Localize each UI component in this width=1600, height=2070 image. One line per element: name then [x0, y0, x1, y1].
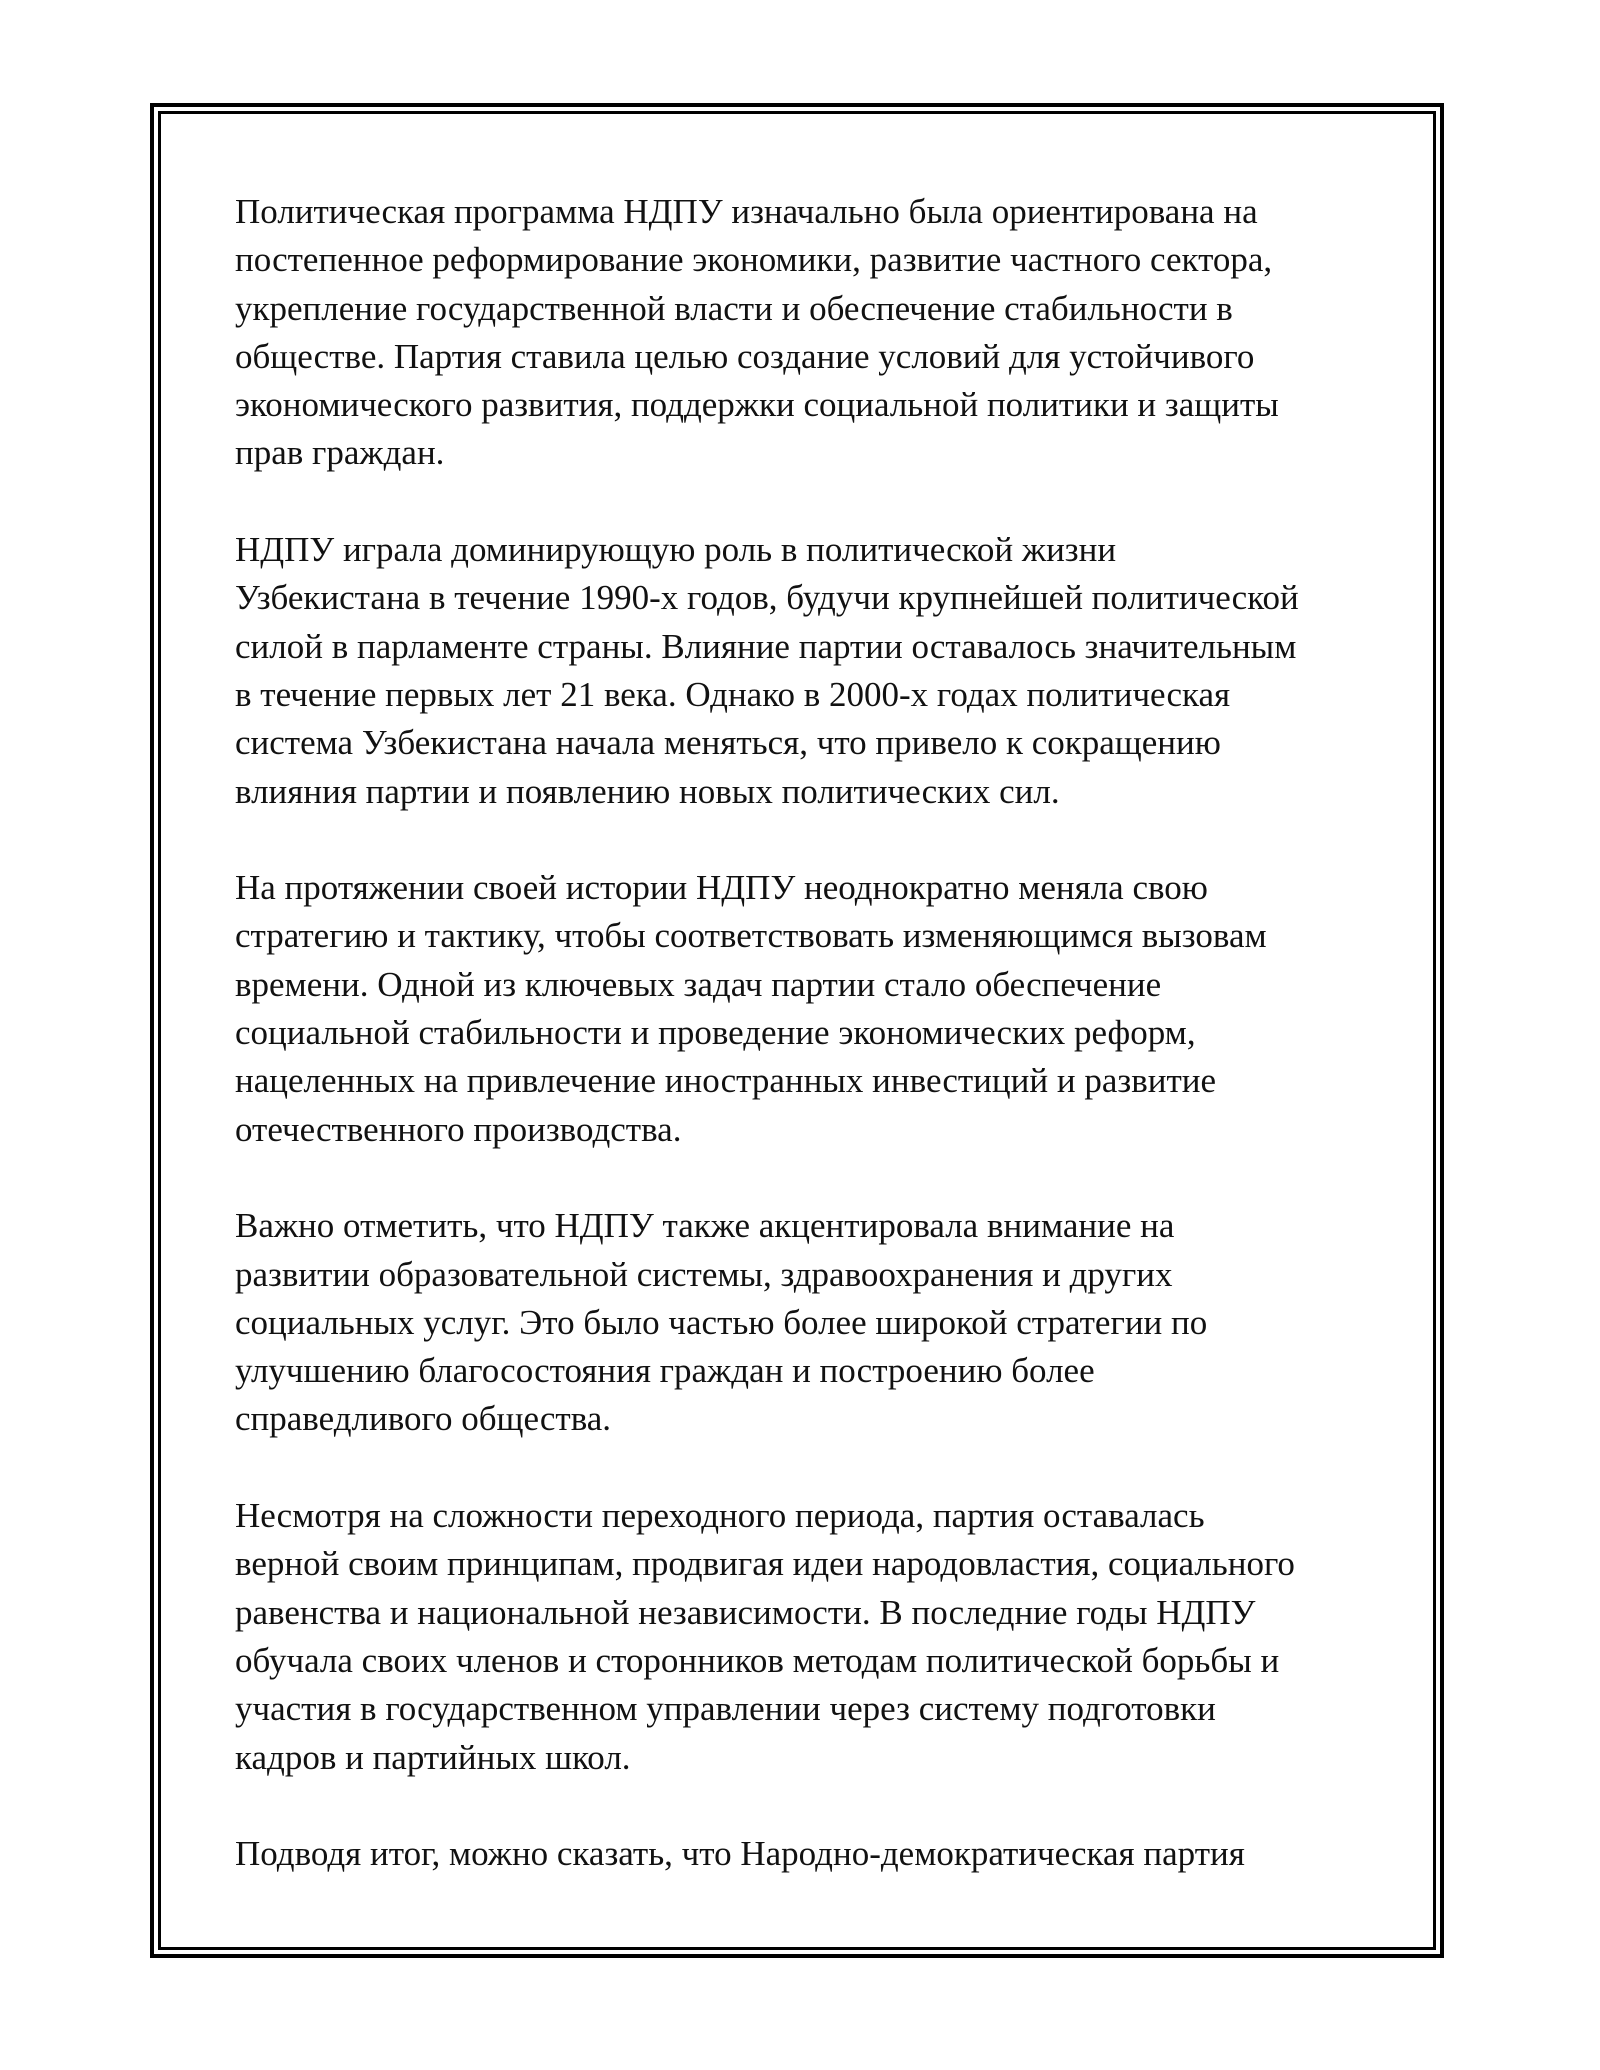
text-line: в течение первых лет 21 века. Однако в 2000-х годах политическая: [235, 674, 1231, 714]
document-body: [235, 188, 1385, 1927]
text-line: справедливого общества.: [235, 1399, 612, 1439]
text-line: укрепление государственной власти и обеспечение стабильности в: [235, 288, 1233, 328]
text-line: НДПУ играла доминирующую роль в политической жизни: [235, 530, 1117, 570]
text-line: система Узбекистана начала меняться, что привело к сокращению: [235, 723, 1221, 763]
paragraph-2: [235, 526, 1385, 816]
text-line: Подводя итог, можно сказать, что Народно-демократическая партия: [235, 1834, 1245, 1874]
text-line: времени. Одной из ключевых задач партии стало обеспечение: [235, 964, 1162, 1004]
text-line: Важно отметить, что НДПУ также акцентировала внимание на: [235, 1206, 1175, 1246]
text-line: обучала своих членов и сторонников методам политической борьбы и: [235, 1640, 1280, 1680]
text-line: постепенное реформирование экономики, развитие частного сектора,: [235, 240, 1273, 280]
text-line: социальной стабильности и проведение экономических реформ,: [235, 1013, 1196, 1053]
text-line: равенства и национальной независимости. В последние годы НДПУ: [235, 1592, 1256, 1632]
paragraph-1: [235, 188, 1385, 478]
text-line: улучшению благосостояния граждан и построению более: [235, 1351, 1095, 1391]
text-line: обществе. Партия ставила целью создание условий для устойчивого: [235, 336, 1255, 376]
paragraph-4: [235, 1202, 1385, 1443]
text-line: влияния партии и появлению новых политических сил.: [235, 771, 1060, 811]
text-line: отечественного производства.: [235, 1109, 682, 1149]
text-line: стратегию и тактику, чтобы соответствовать изменяющимся вызовам: [235, 916, 1267, 956]
text-line: На протяжении своей истории НДПУ неоднократно меняла свою: [235, 868, 1208, 908]
text-line: верной своим принципам, продвигая идеи народовластия, социального: [235, 1544, 1295, 1584]
text-line: Узбекистана в течение 1990-х годов, будучи крупнейшей политической: [235, 578, 1299, 618]
text-line: участия в государственном управлении через систему подготовки: [235, 1689, 1216, 1729]
text-line: прав граждан.: [235, 433, 445, 473]
paragraph-5: [235, 1492, 1385, 1782]
paragraph-3: [235, 864, 1385, 1154]
text-line: Несмотря на сложности переходного периода, партия оставалась: [235, 1496, 1205, 1536]
text-line: социальных услуг. Это было частью более широкой стратегии по: [235, 1302, 1208, 1342]
text-line: экономического развития, поддержки социальной политики и защиты: [235, 385, 1279, 425]
text-line: силой в парламенте страны. Влияние партии оставалось значительным: [235, 626, 1297, 666]
text-line: развитии образовательной системы, здравоохранения и других: [235, 1254, 1173, 1294]
text-line: Политическая программа НДПУ изначально была ориентирована на: [235, 192, 1258, 231]
text-line: кадров и партийных школ.: [235, 1737, 631, 1777]
paragraph-6: [235, 1830, 1385, 1878]
text-line: нацеленных на привлечение иностранных инвестиций и развитие: [235, 1061, 1217, 1101]
